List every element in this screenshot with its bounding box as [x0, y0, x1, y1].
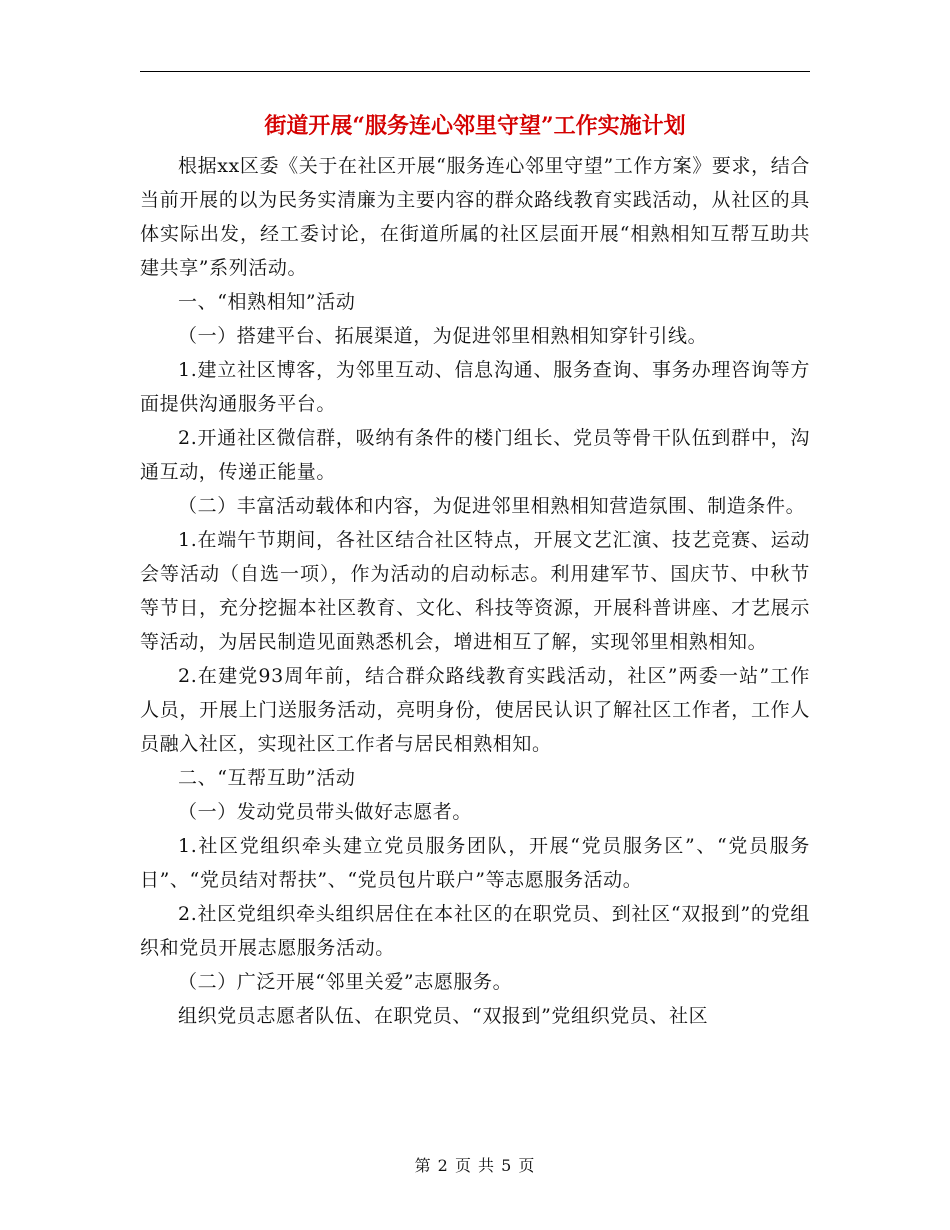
paragraph: 1.建立社区博客，为邻里互动、信息沟通、服务查询、事务办理咨询等方面提供沟通服务平台。 [140, 359, 810, 415]
paragraph-intro: 根据xx区委《关于在社区开展“服务连心邻里守望”工作方案》要求，结合当前开展的以为民务实清廉为主要内容的群众路线教育实践活动，从社区的具体实际出发，经工委讨论，在街道所属的社区层面开展“相熟相知互帮互助共建共享”系列活动。 [140, 155, 810, 279]
document-body [140, 149, 810, 1033]
header-rule [140, 71, 810, 72]
subsection-heading-1-2: （二）丰富活动载体和内容，为促进邻里相熟相知营造氛围、制造条件。 [178, 495, 806, 517]
page-number: 第 2 页 共 5 页 [414, 1156, 536, 1175]
paragraph: 组织党员志愿者队伍、在职党员、“双报到”党组织党员、社区 [178, 1005, 709, 1027]
subsection-heading-2-2: （二）广泛开展“邻里关爱”志愿服务。 [178, 971, 513, 993]
paragraph: 1.社区党组织牵头建立党员服务团队，开展“党员服务区”、“党员服务日”、“党员结对帮扶”、“党员包片联户”等志愿服务活动。 [140, 835, 810, 891]
subsection-heading-1-1: （一）搭建平台、拓展渠道，为促进邻里相熟相知穿针引线。 [178, 325, 708, 347]
subsection-heading-2-1: （一）发动党员带头做好志愿者。 [178, 801, 473, 823]
document-title: 街道开展“服务连心邻里守望”工作实施计划 [264, 113, 686, 139]
section-heading-1: 一、“相熟相知”活动 [178, 291, 356, 313]
paragraph: 2.在建党93周年前，结合群众路线教育实践活动，社区”两委一站”工作人员，开展上门送服务活动，亮明身份，使居民认识了解社区工作者，工作人员融入社区，实现社区工作者与居民相熟相知。 [140, 665, 810, 755]
paragraph: 1.在端午节期间，各社区结合社区特点，开展文艺汇演、技艺竞赛、运动会等活动（自选一项），作为活动的启动标志。利用建军节、国庆节、中秋节等节日，充分挖掘本社区教育、文化、科技等资源，开展科普讲座、才艺展示等活动，为居民制造见面熟悉机会，增进相互了解，实现邻里相熟相知。 [140, 529, 810, 653]
paragraph: 2.开通社区微信群，吸纳有条件的楼门组长、党员等骨干队伍到群中，沟通互动，传递正能量。 [140, 427, 810, 483]
paragraph: 2.社区党组织牵头组织居住在本社区的在职党员、到社区“双报到”的党组织和党员开展志愿服务活动。 [140, 903, 810, 959]
section-heading-2: 二、“互帮互助”活动 [178, 767, 356, 789]
